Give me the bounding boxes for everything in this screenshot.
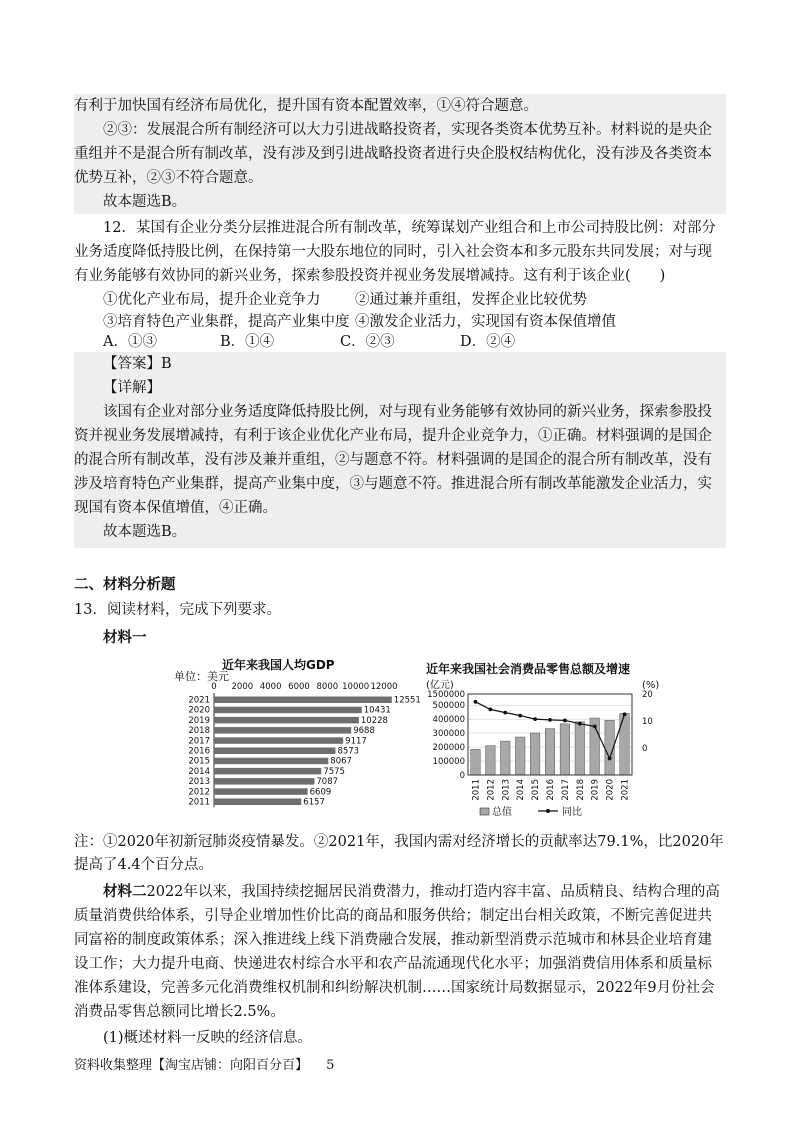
q13-prompt: 13．阅读材料，完成下列要求。 (74, 602, 281, 618)
q12-item-1: ①优化产业布局，提升企业竞争力 (103, 292, 321, 308)
growth-rate-point (563, 719, 567, 723)
retail-bar (515, 737, 525, 775)
growth-rate-point (578, 722, 582, 726)
retail-bar (486, 746, 496, 775)
legend-swatch-total (480, 808, 489, 815)
retail-year-label: 2021 (620, 779, 631, 801)
retail-left-tick: 500000 (432, 701, 465, 712)
gdp-per-capita-chart (170, 658, 421, 816)
gdp-tick-label: 6000 (288, 682, 310, 692)
gdp-year-label: 2020 (188, 705, 210, 716)
retail-year-label: 2017 (560, 779, 571, 801)
gdp-chart-title: 近年来我国人均GDP (222, 658, 335, 672)
material-2-label: 材料二 (103, 883, 147, 900)
gdp-value-label: 10431 (363, 705, 391, 716)
retail-bar (530, 733, 540, 775)
q12-option-a: A．①③ (103, 334, 157, 350)
prev-conclusion: 故本题选B。 (74, 190, 726, 214)
gdp-bar (214, 727, 351, 734)
gdp-value-label: 9688 (353, 726, 375, 737)
gdp-year-label: 2012 (188, 787, 210, 798)
gdp-year-label: 2015 (188, 756, 210, 767)
growth-rate-point (488, 707, 492, 711)
retail-left-tick: 0 (459, 771, 465, 781)
retail-left-tick: 300000 (432, 729, 465, 740)
gdp-value-label: 10228 (360, 715, 388, 726)
retail-year-label: 2015 (531, 779, 542, 801)
retail-year-label: 2012 (486, 779, 497, 801)
retail-left-unit: (亿元) (426, 680, 454, 691)
gdp-value-label: 6157 (303, 797, 325, 808)
q12-detail-label: 【详解】 (103, 380, 161, 396)
gdp-year-label: 2018 (188, 726, 210, 737)
retail-year-label: 2019 (590, 779, 601, 801)
retail-bar (560, 724, 570, 775)
gdp-year-label: 2021 (188, 695, 210, 706)
gdp-tick-label: 4000 (259, 682, 282, 692)
retail-left-tick: 100000 (432, 757, 465, 768)
q12-conclusion: 故本题选B。 (103, 524, 187, 540)
q12-item-2: ②通过兼并重组，发挥企业比较优势 (355, 292, 587, 308)
gdp-bar (214, 717, 359, 724)
gdp-value-label: 9117 (345, 736, 367, 747)
q12-item-3: ③培育特色产业集群，提高产业集中度 (103, 314, 350, 330)
retail-year-label: 2020 (605, 779, 616, 801)
retail-year-label: 2014 (516, 779, 527, 801)
gdp-bar (214, 799, 301, 806)
q12-item-4: ④激发企业活力，实现国有资本保值增值 (355, 314, 616, 330)
retail-left-tick: 1500000 (427, 690, 465, 700)
gdp-bar (214, 758, 328, 765)
q12-answer: 【答案】B (103, 356, 172, 372)
footer-text: 资料收集整理【淘宝店铺：向阳百分百】 (74, 1058, 309, 1073)
page-number: 5 (326, 1058, 335, 1073)
gdp-value-label: 8067 (330, 756, 352, 767)
growth-rate-point (518, 714, 522, 718)
retail-bar (471, 749, 481, 775)
retail-sales-chart (420, 658, 670, 818)
gdp-year-label: 2017 (188, 736, 210, 747)
growth-rate-point (608, 757, 612, 761)
page-footer (74, 1054, 334, 1073)
growth-rate-point (593, 725, 597, 729)
gdp-bar (214, 737, 343, 744)
material-2 (74, 880, 726, 1024)
legend-label-total: 总值 (492, 807, 512, 818)
legend-point-growth (546, 809, 550, 813)
growth-rate-point (533, 717, 537, 721)
prev-line-1: 有利于加快国有经济布局优化，提升国有资本配置效率，①④符合题意。 (74, 94, 726, 118)
material-2-text: 2022年以来，我国持续挖掘居民消费潜力，推动打造内容丰富、品质精良、结构合理的高质量消费供给体系，引导企业增加性价比高的商品和服务供给；制定出台相关政策，不断完善促进共同富裕的制度政策体系；深入推进线上线下消费融合发展，推动新型消费示范城市和林县企业培育建设工作；大力提升电商、快递进农村综合水平和农产品流通现代化水平；加强消费信用体系和质量标准体系建设，完善多元化消费维权机制和纠纷解决机制……国家统计局数据显示，2022年9月份社会消费品零售总额同比增长2.5%。 (74, 884, 720, 1020)
q12-stem: 12．某国有企业分类分层推进混合所有制改革，统筹谋划产业组合和上市公司持股比例：对部分业务适度降低持股比例，在保持第一大股东地位的同时，引入社会资本和多元股东共同发展；对与现有业务能够有效协同的新兴业务，探索参股投资并视业务发展增减持。这有利于该企业( ) (74, 220, 716, 284)
retail-right-tick: 10 (642, 717, 653, 727)
prev-explanation: ②③：发展混合所有制经济可以大力引进战略投资者，实现各类资本优势互补。材料说的是央企重组并不是混合所有制改革，没有涉及到引进战略投资者进行央企股权结构优化，没有涉及各类资本优势互补，②③不符合题意。 (74, 118, 726, 190)
gdp-tick-label: 0 (211, 682, 217, 692)
gdp-bar (214, 768, 321, 775)
gdp-tick-label: 12000 (370, 682, 398, 692)
retail-year-label: 2013 (501, 779, 512, 801)
retail-year-label: 2011 (471, 779, 482, 801)
note-line-1: 注：①2020年初新冠肺炎疫情暴发。②2021年，我国内需对经济增长的贡献率达79.1%，比2020年 (74, 834, 724, 850)
gdp-year-label: 2014 (188, 766, 210, 777)
retail-right-tick: 20 (642, 690, 653, 700)
growth-rate-point (623, 712, 627, 716)
growth-rate-point (548, 718, 552, 722)
gdp-year-label: 2019 (188, 715, 210, 726)
gdp-year-label: 2013 (188, 777, 210, 788)
gdp-bar (214, 707, 362, 714)
q12-answer-block (74, 352, 726, 548)
gdp-tick-label: 8000 (316, 682, 339, 692)
gdp-bar (214, 778, 314, 785)
retail-right-tick: 0 (642, 744, 648, 754)
retail-year-label: 2018 (575, 779, 586, 801)
retail-left-tick: 400000 (432, 715, 465, 726)
section-title: 二、材料分析题 (74, 576, 176, 593)
gdp-value-label: 7087 (316, 777, 339, 788)
gdp-value-label: 8573 (337, 746, 360, 757)
q12-detail: 该国有企业对部分业务适度降低持股比例，对与现有业务能够有效协同的新兴业务，探索参股投资并视业务发展增减持，有利于该企业优化产业布局，提升企业竞争力，①正确。材料强调的是国企的混合所有制改革，没有涉及兼并重组，②与题意不符。材料强调的是国企的混合所有制改革，没有涉及培育特色产业集群，提高产业集中度，③与题意不符。推进混合所有制改革能激发企业活力，实现国有资本保值增值，④正确。 (74, 404, 712, 516)
q12-option-b: B．①④ (220, 334, 275, 350)
gdp-tick-label: 2000 (231, 682, 254, 692)
retail-right-unit: (%) (642, 680, 660, 691)
growth-rate-point (474, 700, 478, 704)
question-1: (1)概述材料一反映的经济信息。 (103, 1030, 313, 1046)
gdp-tick-label: 10000 (342, 682, 370, 692)
gdp-bar (214, 697, 392, 704)
gdp-value-label: 12551 (393, 695, 421, 706)
retail-chart-title: 近年来我国社会消费品零售总额及增速 (426, 662, 631, 676)
retail-left-tick: 200000 (432, 743, 465, 754)
growth-rate-point (503, 711, 507, 715)
q12-option-c: C．②③ (340, 334, 395, 350)
gdp-year-label: 2016 (188, 746, 210, 757)
gdp-value-label: 7575 (323, 766, 345, 777)
gdp-value-label: 6609 (309, 787, 332, 798)
gdp-year-label: 2011 (188, 797, 210, 808)
retail-bar (545, 729, 555, 775)
legend-label-growth: 同比 (562, 807, 582, 818)
retail-bar (575, 722, 585, 775)
retail-bar (501, 741, 511, 775)
q12-option-d: D．②④ (460, 334, 516, 350)
gdp-bar (214, 788, 308, 795)
retail-year-label: 2016 (546, 779, 556, 801)
note-line-2: 提高了4.4个百分点。 (74, 857, 214, 873)
gdp-bar (214, 748, 335, 755)
gdp-chart-unit: 单位：美元 (174, 670, 229, 683)
material-1-label: 材料一 (103, 629, 147, 646)
